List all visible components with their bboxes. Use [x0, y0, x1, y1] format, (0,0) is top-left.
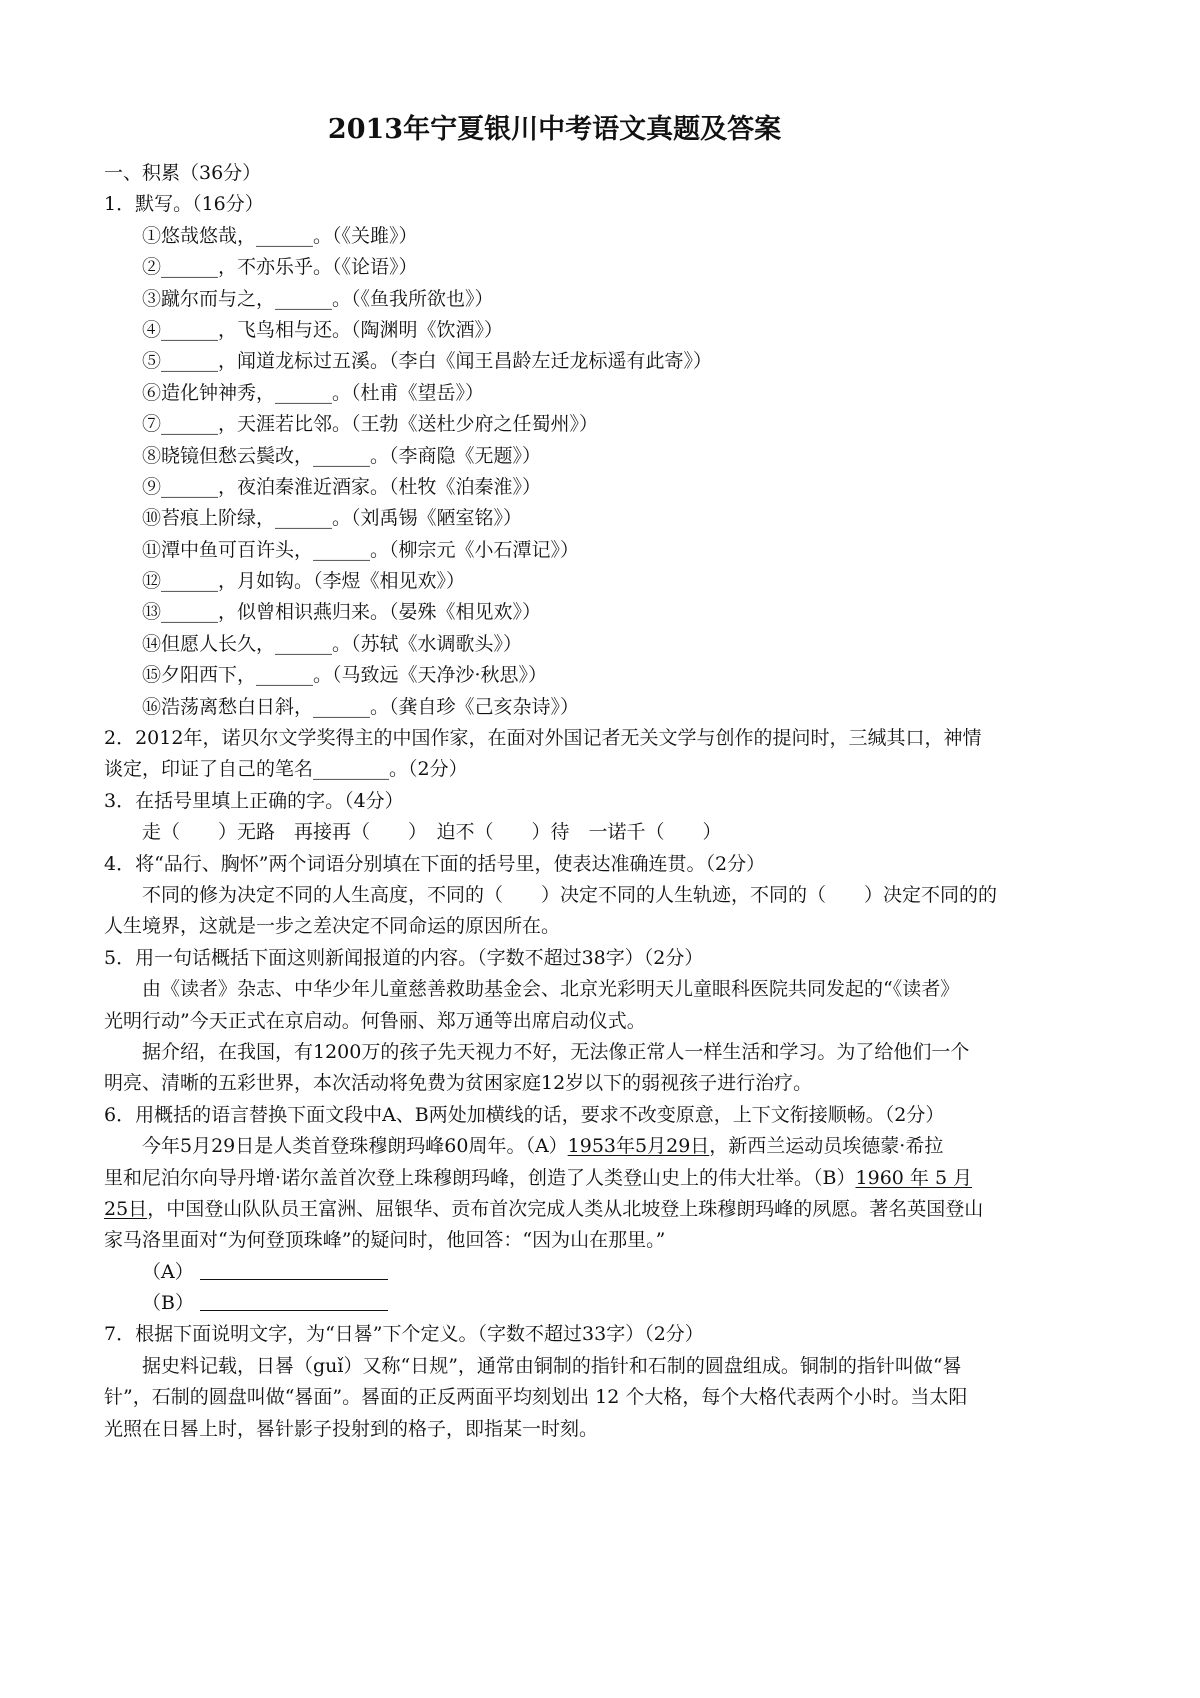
question-2-line: 2．2012年，诺贝尔文学奖得主的中国作家，在面对外国记者无关文学与创作的提问时，三缄其口，神情: [104, 727, 982, 750]
passage-text: ，新西兰运动员埃德蒙·希拉: [709, 1135, 944, 1158]
recitation-item: ④______，飞鸟相与还。（陶渊明《饮酒》）: [142, 318, 504, 341]
question-4-heading: 4．将“品行、胸怀”两个词语分别填在下面的括号里，使表达准确连贯。（2分）: [104, 852, 766, 875]
recitation-item: ⑦______，天涯若比邻。（王勃《送杜少府之任蜀州》）: [142, 413, 599, 436]
passage-text: ，中国登山队队员王富洲、屈银华、贡布首次完成人类从北坡登上珠穆朗玛峰的夙愿。著名英国登山: [147, 1197, 984, 1220]
explanation-line: 据史料记载，日晷（guǐ）又称“日规”，通常由铜制的指针和石制的圆盘组成。铜制的指针叫做“晷: [142, 1354, 962, 1377]
passage-line: [104, 1131, 1005, 1162]
question-5-heading: 5．用一句话概括下面这则新闻报道的内容。（字数不超过38字）（2分）: [104, 946, 704, 969]
question-2-line: 谈定，印证了自己的笔名________。（2分）: [104, 758, 468, 781]
recitation-item: ⑪潭中鱼可百许头，______。（柳宗元《小石潭记》）: [142, 538, 580, 561]
recitation-item: ③蹴尔而与之，______。（《鱼我所欲也》）: [142, 287, 494, 310]
passage-line: [104, 1163, 1005, 1194]
recitation-item: ⑯浩荡离愁白日斜，______。（龚自珍《己亥杂诗》）: [142, 695, 580, 718]
question-3-heading: 3．在括号里填上正确的字。（4分）: [104, 789, 404, 812]
passage-line: [104, 1194, 1005, 1225]
answer-blank[interactable]: [200, 1259, 388, 1280]
page-title: 2013年宁夏银川中考语文真题及答案: [327, 114, 782, 145]
news-paragraph: 光明行动”今天正式在京启动。何鲁丽、郑万通等出席启动仪式。: [104, 1009, 646, 1032]
answer-line-b: [104, 1288, 1005, 1319]
question-7-heading: 7．根据下面说明文字，为“日晷”下个定义。（字数不超过33字）（2分）: [104, 1323, 704, 1346]
underlined-phrase-a: 1953年5月29日: [567, 1135, 710, 1158]
answer-label: （A）: [142, 1260, 194, 1283]
section-heading: 一、积累（36分）: [104, 162, 262, 184]
answer-label: （B）: [142, 1292, 194, 1315]
recitation-item: ⑭但愿人长久，______。（苏轼《水调歌头》）: [142, 632, 523, 655]
underlined-phrase-b: 1960 年 5 月: [855, 1166, 973, 1189]
recitation-item: ⑧晓镜但愁云鬓改，______。（李商隐《无题》）: [142, 444, 542, 467]
question-4-text: 人生境界，这就是一步之差决定不同命运的原因所在。: [104, 915, 561, 938]
question-1-heading: 1．默写。（16分）: [104, 193, 264, 216]
recitation-item: ⑨______，夜泊秦淮近酒家。（杜牧《泊秦淮》）: [142, 475, 542, 498]
passage-text: 里和尼泊尔向导丹增·诺尔盖首次登上珠穆朗玛峰，创造了人类登山史上的伟大壮举。（B）: [104, 1166, 856, 1189]
recitation-item: ⑫______，月如钩。（李煜《相见欢》）: [142, 570, 466, 593]
news-paragraph: 由《读者》杂志、中华少年儿童慈善救助基金会、北京光彩明天儿童眼科医院共同发起的“《读者》: [142, 978, 960, 1001]
recitation-item: ⑬______，似曾相识燕归来。（晏殊《相见欢》）: [142, 601, 542, 624]
passage-text: 今年5月29日是人类首登珠穆朗玛峰60周年。（A）: [142, 1135, 568, 1158]
news-paragraph: 据介绍，在我国，有1200万的孩子先天视力不好，无法像正常人一样生活和学习。为了给他们一个: [142, 1040, 970, 1063]
recitation-item: ⑮夕阳西下，______。（马致远《天净沙·秋思》）: [142, 664, 548, 687]
passage-line: 家马洛里面对“为何登顶珠峰”的疑问时，他回答：“因为山在那里。”: [104, 1229, 666, 1252]
explanation-line: 光照在日晷上时，晷针影子投射到的格子，即指某一时刻。: [104, 1417, 599, 1440]
question-3-body: 走（ ）无路 再接再（ ） 迫不（ ）待 一诺千（ ）: [142, 821, 722, 844]
question-4-text: 不同的修为决定不同的人生高度，不同的（ ）决定不同的人生轨迹，不同的（ ）决定不同的的: [142, 883, 998, 906]
recitation-item: ①悠哉悠哉，______。（《关雎》）: [142, 224, 418, 247]
recitation-item: ⑥造化钟神秀，______。（杜甫《望岳》）: [142, 381, 485, 404]
news-paragraph: 明亮、清晰的五彩世界，本次活动将免费为贫困家庭12岁以下的弱视孩子进行治疗。: [104, 1072, 813, 1095]
question-6-heading: 6．用概括的语言替换下面文段中A、B两处加横线的话，要求不改变原意，上下文衔接顺畅。（2分）: [104, 1103, 945, 1126]
recitation-item: ⑤______，闻道龙标过五溪。（李白《闻王昌龄左迁龙标遥有此寄》）: [142, 350, 713, 373]
recitation-item: ⑩苔痕上阶绿，______。（刘禹锡《陋室铭》）: [142, 507, 523, 530]
answer-blank[interactable]: [200, 1290, 388, 1311]
explanation-line: 针”，石制的圆盘叫做“晷面”。晷面的正反两面平均刻划出 12 个大格，每个大格代表两个小时。当太阳: [104, 1386, 968, 1409]
answer-line-a: [104, 1257, 1005, 1288]
recitation-item: ②______，不亦乐乎。（《论语》）: [142, 256, 418, 279]
underlined-phrase-b: 25日: [104, 1197, 148, 1220]
